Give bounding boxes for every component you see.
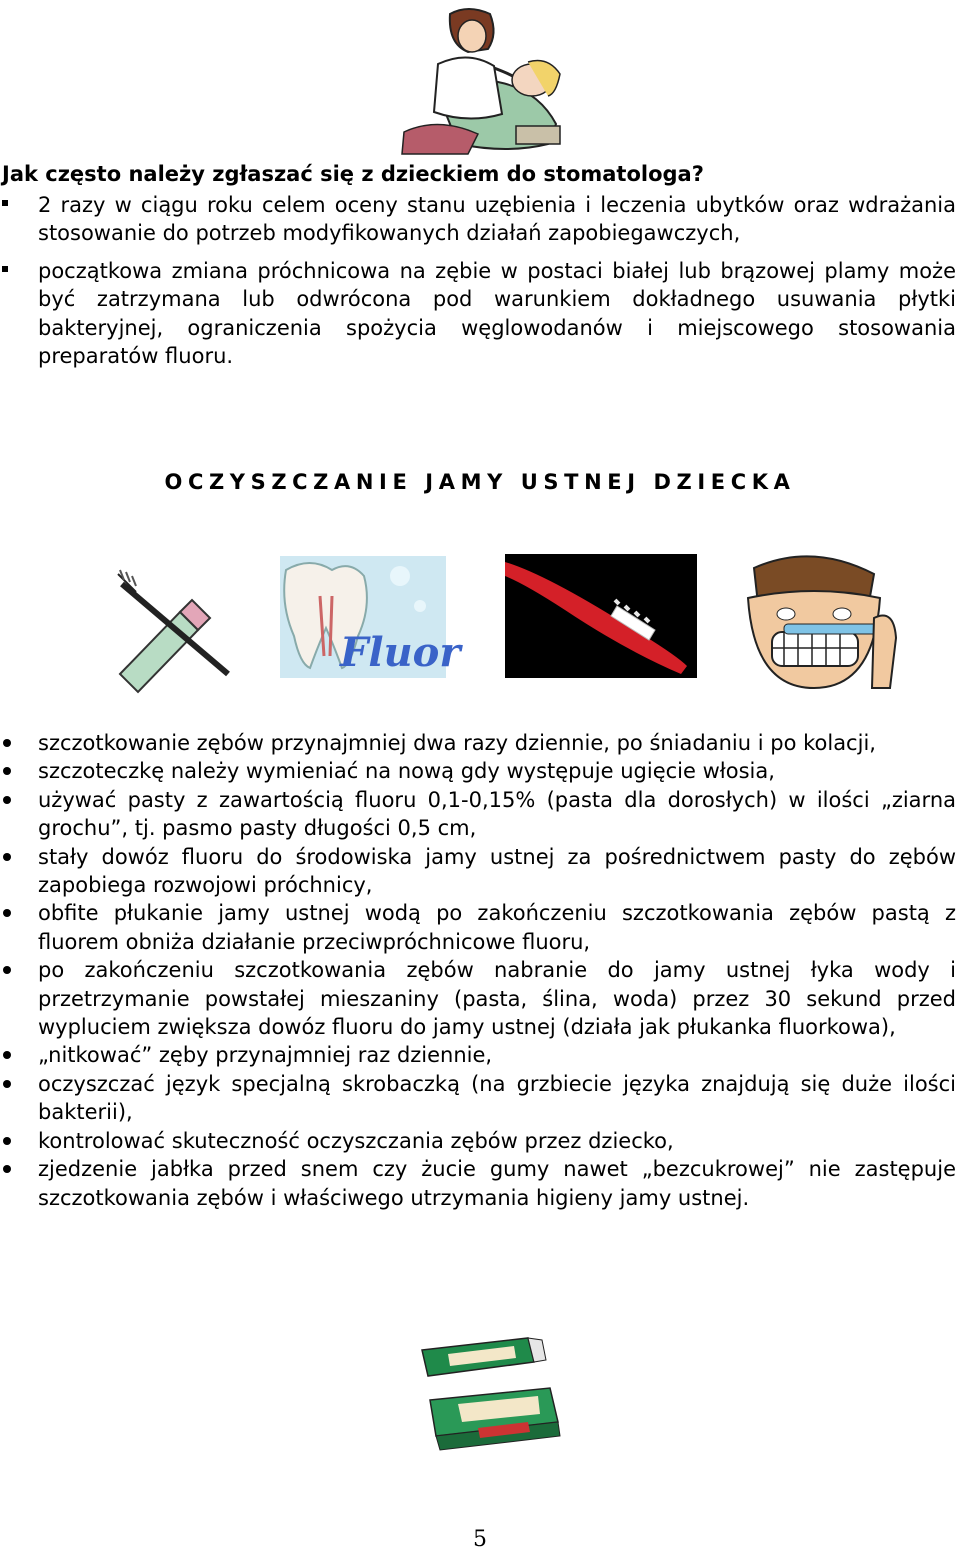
fluor-label: Fluor [340,629,461,676]
list-item [38,757,956,785]
list-item [38,1070,956,1127]
bullet-icon [3,1051,11,1059]
bullet-icon [3,739,11,747]
list-item [38,1041,956,1069]
dentist-illustration [398,4,564,156]
list-item-text: szczotkowanie zębów przynajmniej dwa razy dziennie, po śniadaniu i po kolacji, [38,731,876,755]
red-toothbrush-illustration [505,554,697,678]
list-item-text: obfite płukanie jamy ustnej wodą po zakończeniu szczotkowania zębów pastą z fluorem obniża działanie przeciwpróchnicowe fluoru, [38,901,956,954]
toothbrush-toothpaste-illustration [96,556,244,696]
page-number: 5 [473,1527,487,1552]
list-item [38,899,956,956]
fluor-tooth-illustration [280,556,461,678]
list-item-text: oczyszczać język specjalną skrobaczką (na grzbiecie języka znajdują się duże ilości bakterii), [38,1071,956,1125]
brushing-face-illustration [724,548,900,692]
list-item [38,729,956,757]
list-item-text: „nitkować” zęby przynajmniej raz dziennie, [38,1043,493,1068]
bullet-icon [3,853,11,861]
list-item-text: początkowa zmiana próchnicowa na zębie w postaci białej lub brązowej plamy może być zatrzymana lub odwrócona pod warunkiem dokładnego usuwania płytki bakteryjnej, ograniczenia spożycia węglowodanów i miejscowego stosowania preparatów fluoru. [38,258,956,369]
list-item [38,843,956,900]
list-item [38,786,956,843]
list-item-text: szczoteczkę należy wymieniać na nową gdy występuje ugięcie włosia, [38,759,775,784]
intro-list [38,191,956,379]
list-item-text: kontrolować skuteczność oczyszczania zębów przez dziecko, [38,1128,674,1153]
question-heading: Jak często należy zgłaszać się z dzieckiem do stomatologa? [2,162,704,186]
list-item [38,257,956,371]
bullet-icon [3,1080,11,1088]
bullet-icon [3,966,11,974]
bullet-icon [3,767,11,775]
list-item-text: używać pasty z zawartością fluoru 0,1-0,15% (pasta dla dorosłych) w ilości „ziarna grochu”, tj. pasmo pasty długości 0,5 cm, [38,787,956,841]
hygiene-list [38,729,956,1212]
bullet-icon [3,1137,11,1145]
square-bullet-icon [2,200,8,206]
list-item [38,1127,956,1155]
list-item [38,956,956,1041]
list-item-text: 2 razy w ciągu roku celem oceny stanu uzębienia i leczenia ubytków oraz wdrażania stosowanie do potrzeb modyfikowanych działań zapobiegawczych, [38,193,956,246]
toothpaste-tubes-illustration [418,1336,568,1460]
bullet-icon [3,1165,11,1173]
list-item [38,191,956,248]
bullet-icon [3,796,11,804]
list-item-text: stały dowóz fluoru do środowiska jamy ustnej za pośrednictwem pasty do zębów zapobiega rozwojowi próchnicy, [38,844,956,898]
list-item-text: zjedzenie jabłka przed snem czy żucie gumy nawet „bezcukrowej” nie zastępuje szczotkowania zębów i właściwego utrzymania higieny jamy ustnej. [38,1157,956,1210]
list-item [38,1155,956,1212]
square-bullet-icon [2,266,8,272]
section-heading: OCZYSZCZANIE JAMY USTNEJ DZIECKA [164,470,796,494]
list-item-text: po zakończeniu szczotkowania zębów nabranie do jamy ustnej łyka wody i przetrzymanie powstałej mieszaniny (pasta, ślina, woda) przez 30 sekund przed wypluciem zwiększa dowóz fluoru do jamy ustnej (działa jak płukanka fluorkowa), [38,958,956,1040]
bullet-icon [3,909,11,917]
